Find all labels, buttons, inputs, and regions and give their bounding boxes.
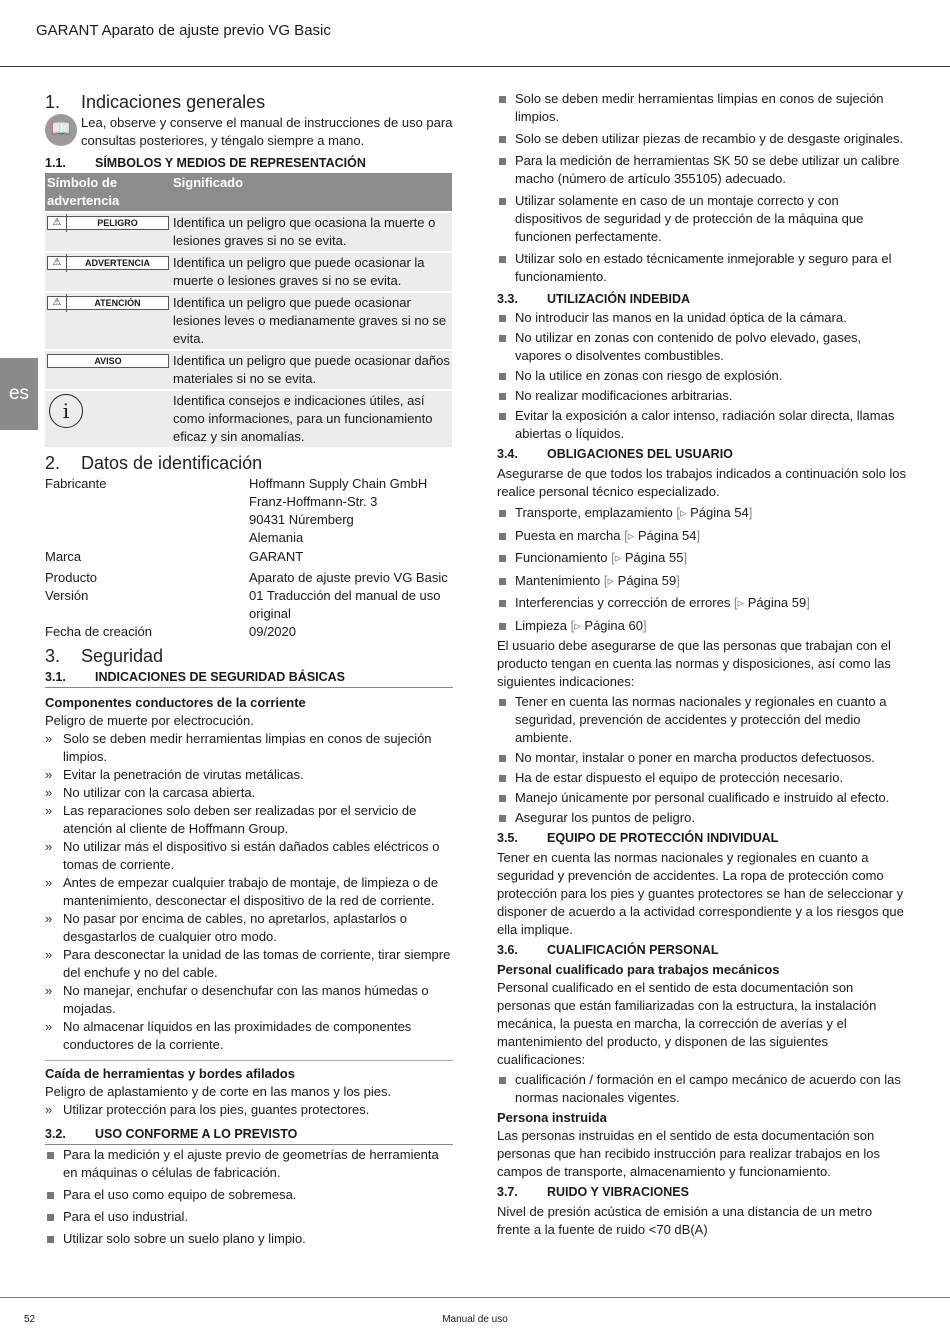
divider xyxy=(45,1060,453,1061)
id-row-manufacturer: Fabricante Hoffmann Supply Chain GmbH Franz-Hoffmann-Str. 3 90431 Núremberg Alemania xyxy=(45,476,428,545)
misuse-list xyxy=(497,309,907,443)
read-manual-icon: 📖 xyxy=(45,114,77,146)
list-item: No utilizar en zonas con contenido de polvo elevado, gases, vapores o disolventes combustibles. xyxy=(497,329,907,365)
list-item: Solo se deben medir herramientas limpias en conos de sujeción limpios. xyxy=(497,90,907,126)
section-3-1-heading: 3.1. INDICACIONES DE SEGURIDAD BÁSICAS xyxy=(45,668,453,688)
list-item: Limpieza [▹ Página 60] xyxy=(497,617,907,635)
list-item: No montar, instalar o poner en marcha productos defectuosos. xyxy=(497,749,907,767)
list-item: » No manejar, enchufar o desenchufar con las manos húmedas o mojadas. xyxy=(45,982,453,1018)
section-1-heading: 1. Indicaciones generales xyxy=(45,92,266,112)
page-link[interactable]: Página 59 xyxy=(747,595,807,610)
cross-reference-list xyxy=(497,504,907,635)
info-icon: i xyxy=(49,394,83,428)
page-link[interactable]: Página 54 xyxy=(637,527,697,543)
table-row: AVISO Identifica un peligro que puede ocasionar daños materiales si no se evita. xyxy=(45,350,452,390)
list-item: No realizar modificaciones arbitrarias. xyxy=(497,387,907,405)
intended-use-list-left xyxy=(45,1146,453,1248)
list-item: Para la medición de herramientas SK 50 se debe utilizar un calibre macho (número de artículo 355105) adecuado. xyxy=(497,152,907,188)
section-3-7-heading: 3.7. RUIDO Y VIBRACIONES xyxy=(497,1184,689,1199)
list-item: » No almacenar líquidos en las proximidades de componentes conductores de la corriente. xyxy=(45,1018,453,1054)
table-row: i Identifica consejos e indicaciones útiles, así como informaciones, para un funcionamiento eficaz y sin anomalías. xyxy=(45,390,452,447)
table-row: ⚠ PELIGRO Identifica un peligro que ocasiona la muerte o lesiones graves si no se evita. xyxy=(45,212,452,252)
list-item: Asegurar los puntos de peligro. xyxy=(497,809,907,827)
list-item: cualificación / formación en el campo mecánico de acuerdo con las normas nacionales vigentes. xyxy=(497,1071,907,1107)
current-components-list xyxy=(45,730,453,1054)
section-3-4-heading: 3.4. OBLIGACIONES DEL USUARIO xyxy=(497,447,733,461)
qualified-personnel-text: Personal cualificado en el sentido de esta documentación son personas que están familiarizadas con la estructura, la instalación mecánica, la puesta en marcha, la corrección de averías y el mantenimiento del producto, y disponen de las siguientes cualificaciones: xyxy=(497,979,877,1067)
id-row-date: Fecha de creación 09/2020 xyxy=(45,624,296,639)
instructed-person-text: Las personas instruidas en el sentido de esta documentación son personas que han recibido instrucción para realizar trabajos en los campos de transporte, almacenamiento y funcionamiento. xyxy=(497,1127,880,1179)
user-obligations-text: El usuario debe asegurarse de que las personas que trabajan con el producto tengan en cuenta las normas y disposiciones, así como las siguientes indicaciones: xyxy=(497,637,891,689)
list-item: Para la medición y el ajuste previo de geometrías de herramienta en máquinas o células de fabricación. xyxy=(45,1146,453,1182)
warning-label-caution: ⚠ ATENCIÓN xyxy=(47,296,169,310)
section-3-heading: 3. Seguridad xyxy=(45,646,164,666)
table-header-symbol: Símbolo de advertencia xyxy=(45,173,171,212)
page-link[interactable]: Página 55 xyxy=(624,550,684,565)
list-item: Tener en cuenta las normas nacionales y regionales en cuanto a seguridad, prevención de accidentes y protección del medio ambiente. xyxy=(497,693,907,747)
header-rule xyxy=(0,66,950,67)
list-item: » Solo se deben medir herramientas limpias en conos de sujeción limpios. xyxy=(45,730,453,766)
id-row-product: Producto Aparato de ajuste previo VG Basic xyxy=(45,570,448,585)
warning-triangle-icon: ⚠ xyxy=(48,254,67,272)
list-item: Interferencias y corrección de errores [▹ Página 59] xyxy=(497,594,907,612)
warning-label-warning: ⚠ ADVERTENCIA xyxy=(47,256,169,270)
id-row-brand: Marca GARANT xyxy=(45,549,304,564)
section-1-1-heading: 1.1. SÍMBOLOS Y MEDIOS DE REPRESENTACIÓN xyxy=(45,156,366,170)
ppe-text: Tener en cuenta las normas nacionales y regionales en cuanto a seguridad y prevención de accidentes. La ropa de protección como protección para los pies y guantes protectores se han de seleccionar y disponer de acuerdo a la actividad correspondiente y a los riesgos que ella implique. xyxy=(497,849,904,937)
list-item: » No pasar por encima de cables, no apretarlos, aplastarlos o desgastarlos de cualquier otro modo. xyxy=(45,910,453,946)
list-item: No introducir las manos en la unidad óptica de la cámara. xyxy=(497,309,907,327)
falling-tools-list xyxy=(45,1101,453,1119)
section-3-6-heading: 3.6. CUALIFICACIÓN PERSONAL xyxy=(497,942,719,957)
language-tab: es xyxy=(0,358,38,430)
intro-text: Lea, observe y conserve el manual de instrucciones de uso para consultas posteriores, y téngalo siempre a mano. xyxy=(81,115,453,148)
list-item: Mantenimiento [▹ Página 59] xyxy=(497,572,907,590)
list-item: Puesta en marcha [▹ Página 54] xyxy=(497,527,907,545)
list-item: Solo se deben utilizar piezas de recambio y de desgaste originales. xyxy=(497,130,907,148)
section-3-2-heading: 3.2. USO CONFORME A LO PREVISTO xyxy=(45,1125,453,1145)
list-item: » Antes de empezar cualquier trabajo de montaje, de limpieza o de mantenimiento, desconectar el dispositivo de la red de corriente. xyxy=(45,874,453,910)
page-number: 52 xyxy=(24,1314,36,1325)
list-item: Utilizar solo sobre un suelo plano y limpio. xyxy=(45,1230,453,1248)
identification-data xyxy=(45,475,453,641)
list-item: » Utilizar protección para los pies, guantes protectores. xyxy=(45,1101,453,1119)
table-row: ⚠ ATENCIÓN Identifica un peligro que puede ocasionar lesiones leves o medianamente graves si no se evita. xyxy=(45,292,452,350)
left-column xyxy=(45,90,453,1252)
section-3-3-heading: 3.3. UTILIZACIÓN INDEBIDA xyxy=(497,292,691,306)
list-item: Manejo únicamente por personal cualificado e instruido al efecto. xyxy=(497,789,907,807)
list-item: Para el uso como equipo de sobremesa. xyxy=(45,1186,453,1204)
footer-title: Manual de uso xyxy=(442,1314,508,1325)
footer-rule xyxy=(0,1297,950,1298)
intended-use-list-right xyxy=(497,90,907,286)
noise-text: Nivel de presión acústica de emisión a una distancia de un metro frente a la fuente de ruido <70 dB(A) xyxy=(497,1203,873,1237)
list-item: Ha de estar dispuesto el equipo de protección necesario. xyxy=(497,769,907,787)
symbols-table xyxy=(45,173,452,447)
page-link[interactable]: Página 59 xyxy=(617,572,677,588)
crush-warning: Peligro de aplastamiento y de corte en las manos y los pies. xyxy=(45,1084,392,1099)
section-3-5-heading: 3.5. EQUIPO DE PROTECCIÓN INDIVIDUAL xyxy=(497,830,779,845)
user-obligations-intro: Asegurarse de que todos los trabajos indicados a continuación solo los realice personal técnico especializado. xyxy=(497,466,907,499)
list-item: Evitar la exposición a calor intenso, radiación solar directa, llamas abiertas o líquidos. xyxy=(497,407,907,443)
list-item: Para el uso industrial. xyxy=(45,1208,453,1226)
section-2-heading: 2. Datos de identificación xyxy=(45,453,263,473)
warning-triangle-icon: ⚠ xyxy=(48,294,67,312)
subheading-current-components: Componentes conductores de la corriente xyxy=(45,695,306,710)
table-header-meaning: Significado xyxy=(171,173,452,212)
warning-triangle-icon: ⚠ xyxy=(48,214,67,232)
list-item: Utilizar solamente en caso de un montaje correcto y con dispositivos de seguridad y de protección de la máquina que funcionen perfectamente. xyxy=(497,192,907,246)
subheading-instructed-person: Persona instruida xyxy=(497,1109,607,1125)
id-row-version: Versión 01 Traducción del manual de uso original xyxy=(45,588,441,621)
list-item: » No utilizar con la carcasa abierta. xyxy=(45,784,453,802)
list-item: » Para desconectar la unidad de las tomas de corriente, tirar siempre del enchufe y no del cable. xyxy=(45,946,453,982)
qualifications-list xyxy=(497,1071,907,1107)
list-item: » Evitar la penetración de virutas metálicas. xyxy=(45,766,453,784)
list-item: Utilizar solo en estado técnicamente inmejorable y seguro para el funcionamiento. xyxy=(497,250,907,286)
list-item: » Las reparaciones solo deben ser realizadas por el servicio de atención al cliente de Hoffmann Group. xyxy=(45,802,453,838)
subheading-qualified-personnel: Personal cualificado para trabajos mecánicos xyxy=(497,961,780,977)
table-row: ⚠ ADVERTENCIA Identifica un peligro que puede ocasionar la muerte o lesiones graves si no se evita. xyxy=(45,252,452,292)
user-obligations-list xyxy=(497,693,907,827)
page-link[interactable]: Página 54 xyxy=(690,505,749,520)
warning-label-notice: AVISO xyxy=(47,354,169,368)
list-item: Funcionamiento [▹ Página 55] xyxy=(497,549,907,567)
page-link[interactable]: Página 60 xyxy=(584,617,643,633)
subheading-falling-tools: Caída de herramientas y bordes afilados xyxy=(45,1066,295,1081)
list-item: No la utilice en zonas con riesgo de explosión. xyxy=(497,367,907,385)
list-item: » No utilizar más el dispositivo si están dañados cables eléctricos o tomas de corriente. xyxy=(45,838,453,874)
right-column xyxy=(497,90,907,1239)
electrocution-warning: Peligro de muerte por electrocución. xyxy=(45,713,254,728)
list-item: Transporte, emplazamiento [▹ Página 54] xyxy=(497,504,907,522)
warning-label-danger: ⚠ PELIGRO xyxy=(47,216,169,230)
intro-block xyxy=(45,114,453,150)
page-header-title: GARANT Aparato de ajuste previo VG Basic xyxy=(36,22,331,39)
